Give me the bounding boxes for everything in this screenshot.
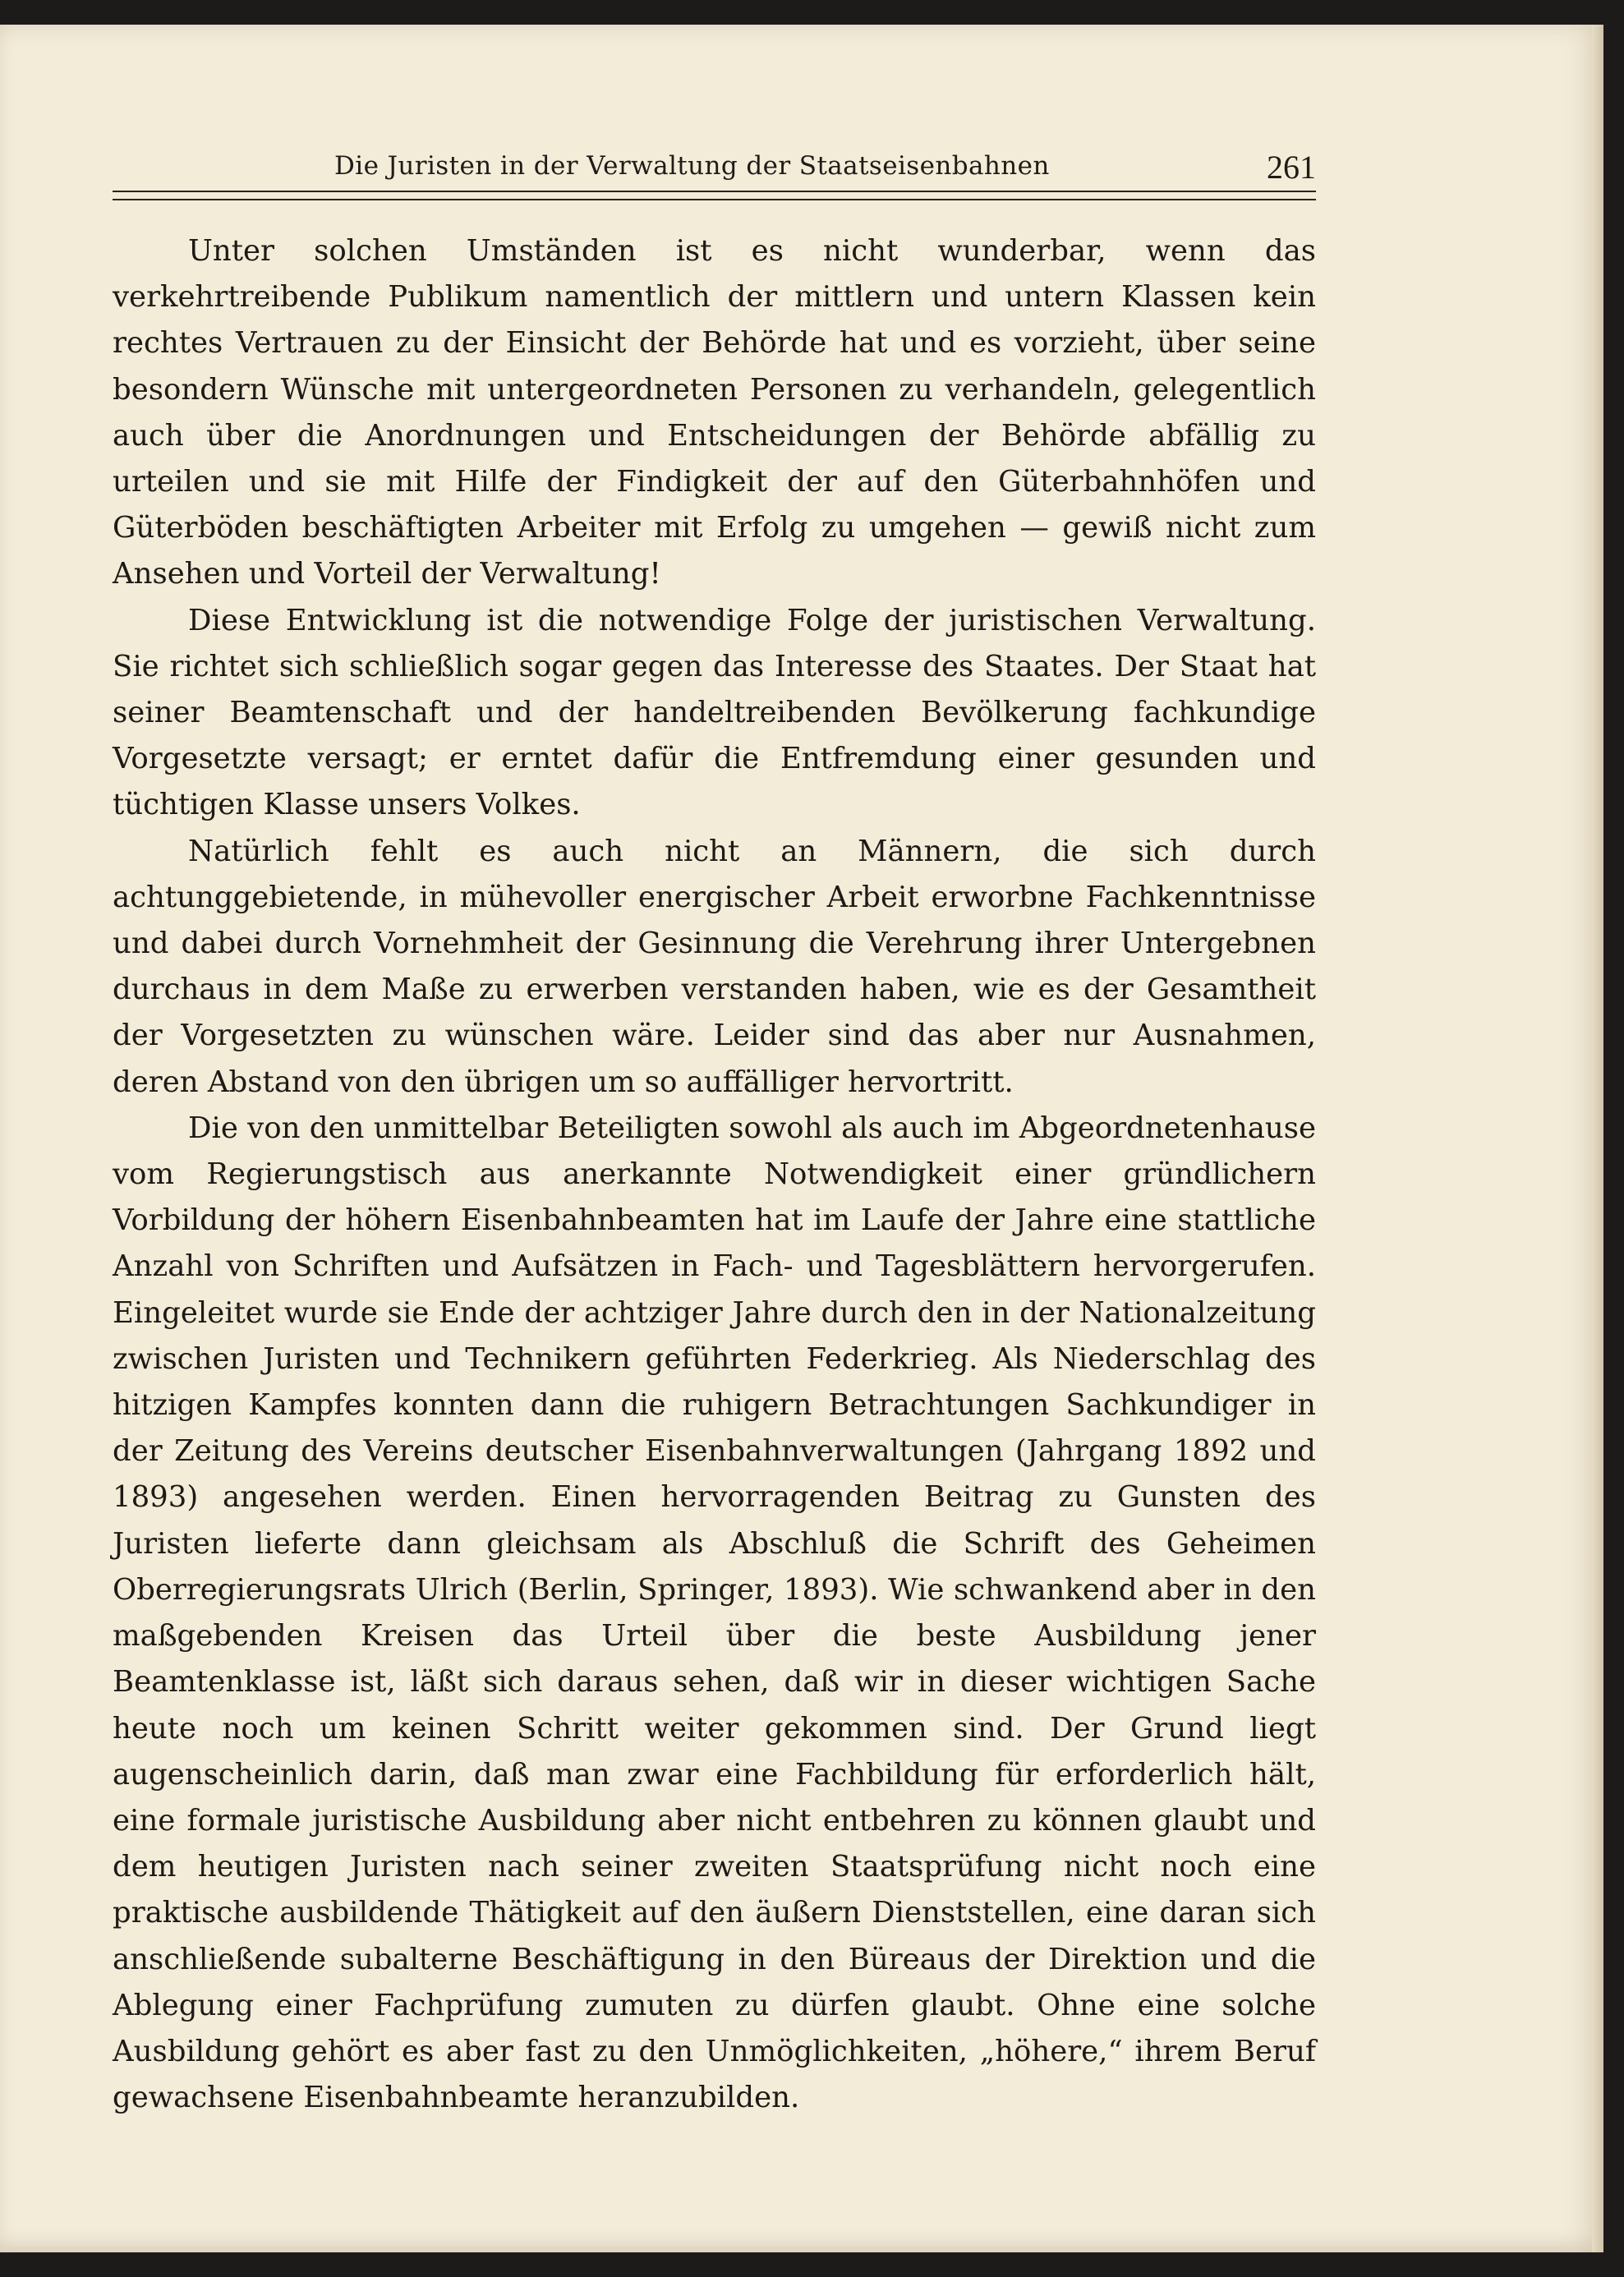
body-text (113, 228, 1316, 2121)
header-rule-bottom (113, 199, 1316, 200)
page-number: 261 (1267, 149, 1316, 186)
page-header (113, 146, 1316, 196)
running-title: Die Juristen in der Verwaltung der Staatseisenbahnen (334, 151, 1050, 181)
page-edge (1592, 25, 1603, 2252)
paragraph-1: Unter solchen Umständen ist es nicht wunderbar, wenn das verkehrtreibende Publikum namentlich der mittlern und untern Klassen kein rechtes Vertrauen zu der Einsicht der Behörde hat und es vorzieht, über seine besondern Wünsche mit untergeordneten Personen zu verhandeln, gelegentlich auch über die Anordnungen und Entscheidungen der Behörde abfällig zu urteilen und sie mit Hilfe der Findigkeit der auf den Güterbahnhöfen und Güterböden beschäftigten Arbeiter mit Erfolg zu umgehen — gewiß nicht zum Ansehen und Vorteil der Verwaltung! (113, 234, 1316, 591)
paragraph-3: Natürlich fehlt es auch nicht an Männern, die sich durch achtunggebietende, in mühevoller energischer Arbeit erworbne Fachkenntnisse und dabei durch Vornehmheit der Gesinnung die Verehrung ihrer Untergebnen durchaus in dem Maße zu erwerben verstanden haben, wie es der Gesamtheit der Vorgesetzten zu wünschen wäre. Leider sind das aber nur Ausnahmen, deren Abstand von den übrigen um so auffälliger hervortritt. (113, 834, 1316, 1099)
header-rule-top (113, 191, 1316, 192)
paragraph-4: Die von den unmittelbar Beteiligten sowohl als auch im Abgeordnetenhause vom Regierungstisch aus anerkannte Notwendigkeit einer gründlichern Vorbildung der höhern Eisenbahnbeamten hat im Laufe der Jahre eine stattliche Anzahl von Schriften und Aufsätzen in Fach- und Tagesblättern hervorgerufen. Eingeleitet wurde sie Ende der achtziger Jahre durch den in der Nationalzeitung zwischen Juristen und Technikern geführten Federkrieg. Als Niederschlag des hitzigen Kampfes konnten dann die ruhigern Betrachtungen Sachkundiger in der Zeitung des Vereins deutscher Eisenbahnverwaltungen (Jahrgang 1892 und 1893) angesehen werden. Einen hervorragenden Beitrag zu Gunsten des Juristen lieferte dann gleichsam als Abschluß die Schrift des Geheimen Oberregierungsrats Ulrich (Berlin, Springer, 1893). Wie schwankend aber in den maßgebenden Kreisen das Urteil über die beste Ausbildung jener Beamtenklasse ist, läßt sich daraus sehen, daß wir in dieser wichtigen Sache heute noch um keinen Schritt weiter gekommen sind. Der Grund liegt augenscheinlich darin, daß man zwar eine Fachbildung für erforderlich hält, eine formale juristische Ausbildung aber nicht entbehren zu können glaubt und dem heutigen Juristen nach seiner zweiten Staatsprüfung nicht noch eine praktische ausbildende Thätigkeit auf den äußern Dienststellen, eine daran sich anschließende subalterne Beschäftigung in den Büreaus der Direktion und die Ablegung einer Fachprüfung zumuten zu dürfen glaubt. Ohne eine solche Ausbildung gehört es aber fast zu den Unmöglichkeiten, „höhere,“ ihrem Beruf gewachsene Eisenbahnbeamte heranzubilden. (113, 1111, 1316, 2115)
paragraph-2: Diese Entwicklung ist die notwendige Folge der juristischen Verwaltung. Sie richtet sich schließlich sogar gegen das Interesse des Staates. Der Staat hat seiner Beamtenschaft und der handeltreibenden Bevölkerung fachkundige Vorgesetzte versagt; er erntet dafür die Entfremdung einer gesunden und tüchtigen Klasse unsers Volkes. (113, 603, 1316, 822)
